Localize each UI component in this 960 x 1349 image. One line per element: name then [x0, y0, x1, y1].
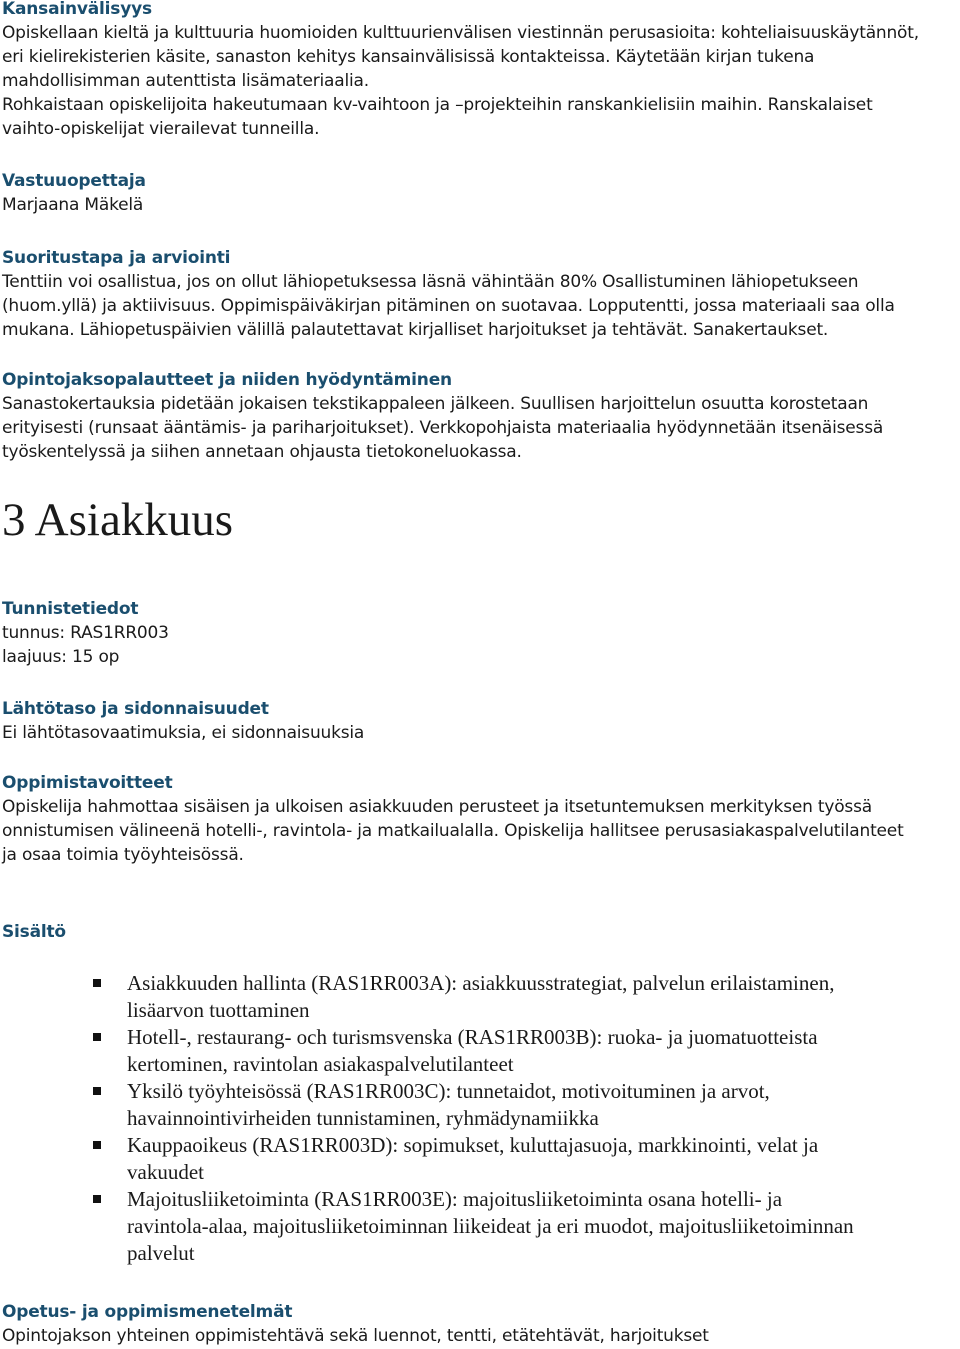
list-item-line: Yksilö työyhteisössä (RAS1RR003C): tunnetaidot, motivoituminen ja arvot,	[127, 1079, 770, 1103]
paragraph-line: (huom.yllä) ja aktiivisuus. Oppimispäiväkirjan pitäminen on suotavaa. Lopputentti, jossa materiaali saa olla	[2, 296, 895, 316]
section-heading: Lähtötaso ja sidonnaisuudet	[2, 699, 269, 719]
section-heading: Sisältö	[2, 922, 66, 942]
chapter-title: 3 Asiakkuus	[2, 494, 234, 546]
section-oppimistavoitteet	[2, 771, 952, 867]
section-kansainvalisyys	[2, 0, 952, 141]
section-heading: Kansainvälisyys	[2, 0, 152, 19]
paragraph-line: Opiskelija hahmottaa sisäisen ja ulkoisen asiakkuuden perusteet ja itsetuntemuksen merkityksen työssä	[2, 797, 872, 817]
list-item	[90, 1078, 955, 1132]
paragraph-line: työskentelyssä ja siihen annetaan ohjausta tietokoneluokassa.	[2, 442, 522, 462]
square-bullet-icon	[93, 1087, 101, 1095]
paragraph-line: Opiskellaan kieltä ja kulttuuria huomioiden kulttuurienvälisen viestinnän perusasioita: kohteliaisuuskäytännöt,	[2, 23, 919, 43]
list-item-line: lisäarvon tuottaminen	[127, 998, 310, 1022]
section-sisalto	[2, 920, 952, 944]
paragraph-line: mukana. Lähiopetuspäivien välillä palautettavat kirjalliset harjoitukset ja tehtävät. Sanakertaukset.	[2, 320, 829, 340]
paragraph-line: mahdollisimman autenttista lisämateriaalia.	[2, 71, 369, 91]
list-item	[90, 1186, 955, 1267]
list-item-line: ravintola-alaa, majoitusliiketoiminnan liikeideat ja eri muodot, majoitusliiketoiminnan	[127, 1214, 854, 1238]
list-item-line: Majoitusliiketoiminta (RAS1RR003E): majoitusliiketoiminta osana hotelli- ja	[127, 1187, 783, 1211]
paragraph-line: onnistumisen välineenä hotelli-, ravintola- ja matkailualalla. Opiskelija hallitsee perusasiakaspalvelutilanteet	[2, 821, 904, 841]
list-item	[90, 1024, 955, 1078]
paragraph-line: Tenttiin voi osallistua, jos on ollut lähiopetuksessa läsnä vähintään 80% Osallistuminen lähiopetukseen	[2, 272, 859, 292]
list-item-line: kertominen, ravintolan asiakaspalvelutilanteet	[127, 1052, 514, 1076]
square-bullet-icon	[93, 1033, 101, 1041]
section-heading: Vastuuopettaja	[2, 171, 146, 191]
section-palautteet	[2, 368, 952, 464]
list-item	[90, 1132, 955, 1186]
paragraph-line: vaihto-opiskelijat vierailevat tunneilla.	[2, 119, 320, 139]
list-item-line: havainnointivirheiden tunnistaminen, ryhmädynamiikka	[127, 1106, 599, 1130]
section-heading: Opintojaksopalautteet ja niiden hyödyntäminen	[2, 370, 452, 390]
list-item-line: vakuudet	[127, 1160, 204, 1184]
list-item-line: Asiakkuuden hallinta (RAS1RR003A): asiakkuusstrategiat, palvelun erilaistaminen,	[127, 971, 835, 995]
section-vastuuopettaja	[2, 169, 952, 217]
teacher-name: Marjaana Mäkelä	[2, 195, 144, 215]
section-heading: Oppimistavoitteet	[2, 773, 173, 793]
paragraph-line: erityisesti (runsaat ääntämis- ja pariharjoitukset). Verkkopohjaista materiaalia hyödynnetään itsenäisessä	[2, 418, 884, 438]
course-code: tunnus: RAS1RR003	[2, 623, 169, 643]
course-credits: laajuus: 15 op	[2, 647, 120, 667]
section-lahtotaso	[2, 697, 952, 745]
paragraph-line: Ei lähtötasovaatimuksia, ei sidonnaisuuksia	[2, 723, 365, 743]
paragraph-line: Rohkaistaan opiskelijoita hakeutumaan kv-vaihtoon ja –projekteihin ranskankielisiin maihin. Ranskalaiset	[2, 95, 873, 115]
paragraph-line: Sanastokertauksia pidetään jokaisen tekstikappaleen jälkeen. Suullisen harjoittelun osuutta korostetaan	[2, 394, 869, 414]
paragraph-line: ja osaa toimia työyhteisössä.	[2, 845, 244, 865]
section-suoritustapa	[2, 246, 952, 342]
section-tunnistetiedot	[2, 597, 952, 669]
content-list	[90, 970, 955, 1267]
paragraph-line: eri kielirekisterien käsite, sanaston kehitys kansainvälisissä kontakteissa. Käytetään kirjan tukena	[2, 47, 815, 67]
list-item-line: Hotell-, restaurang- och turismsvenska (RAS1RR003B): ruoka- ja juomatuotteista	[127, 1025, 818, 1049]
section-heading: Opetus- ja oppimismenetelmät	[2, 1302, 293, 1322]
list-item	[90, 970, 955, 1024]
section-heading: Suoritustapa ja arviointi	[2, 248, 231, 268]
section-heading: Tunnistetiedot	[2, 599, 139, 619]
list-item-line: Kauppaoikeus (RAS1RR003D): sopimukset, kuluttajasuoja, markkinointi, velat ja	[127, 1133, 819, 1157]
square-bullet-icon	[93, 1195, 101, 1203]
paragraph-line: Opintojakson yhteinen oppimistehtävä sekä luennot, tentti, etätehtävät, harjoitukset	[2, 1326, 709, 1346]
section-menetelmat	[2, 1300, 952, 1348]
list-item-line: palvelut	[127, 1241, 195, 1265]
square-bullet-icon	[93, 979, 101, 987]
square-bullet-icon	[93, 1141, 101, 1149]
